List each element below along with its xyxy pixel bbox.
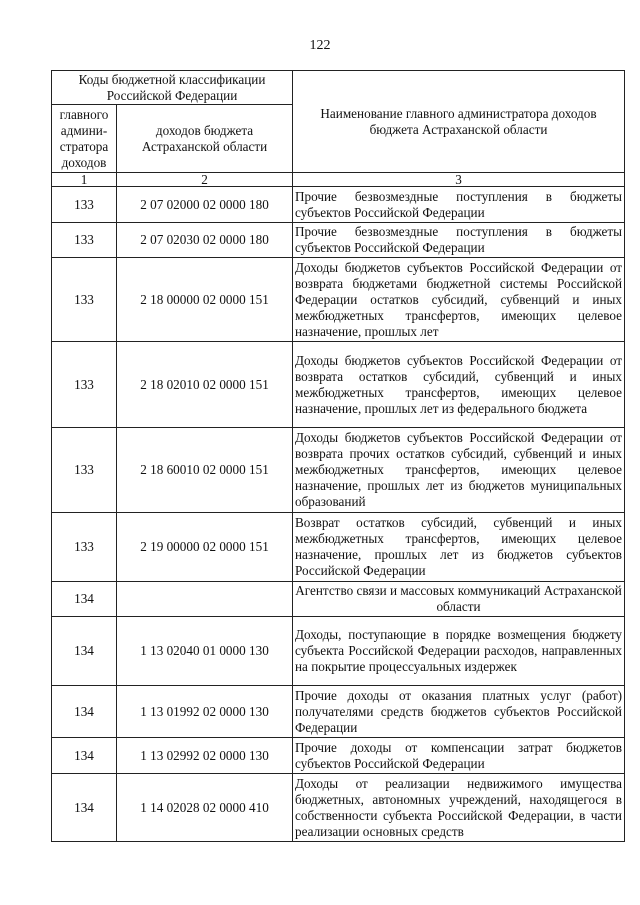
table-header bbox=[52, 71, 625, 187]
income-name: Прочие доходы от компенсации затрат бюджетов субъектов Российской Федерации bbox=[293, 738, 625, 774]
table-row bbox=[52, 617, 625, 686]
income-code: 2 18 00000 02 0000 151 bbox=[117, 258, 293, 342]
admin-code: 133 bbox=[52, 187, 117, 223]
admin-code: 133 bbox=[52, 223, 117, 258]
admin-code: 133 bbox=[52, 258, 117, 342]
budget-classification-table bbox=[51, 70, 625, 842]
table-row bbox=[52, 738, 625, 774]
income-code: 1 13 01992 02 0000 130 bbox=[117, 686, 293, 738]
column-number-1: 1 bbox=[52, 173, 117, 187]
income-code: 2 19 00000 02 0000 151 bbox=[117, 513, 293, 582]
income-code: 1 14 02028 02 0000 410 bbox=[117, 774, 293, 842]
income-name: Прочие доходы от оказания платных услуг (работ) получателями средств бюджетов субъектов Российской Федерации bbox=[293, 686, 625, 738]
header-income-column: доходов бюджета Астраханской области bbox=[117, 105, 293, 173]
income-name: Прочие безвозмездные поступления в бюджеты субъектов Российской Федерации bbox=[293, 223, 625, 258]
income-name: Доходы от реализации недвижимого имущества бюджетных, автономных учреждений, находящегося в собственности субъекта Российской Федерации, в части реализации основных средств bbox=[293, 774, 625, 842]
table-row bbox=[52, 513, 625, 582]
admin-code: 134 bbox=[52, 774, 117, 842]
admin-code: 133 bbox=[52, 428, 117, 513]
header-name-column: Наименование главного администратора доходов бюджета Астраханской области bbox=[293, 71, 625, 173]
income-code: 2 18 60010 02 0000 151 bbox=[117, 428, 293, 513]
admin-code: 134 bbox=[52, 738, 117, 774]
income-code: 1 13 02040 01 0000 130 bbox=[117, 617, 293, 686]
income-code: 2 18 02010 02 0000 151 bbox=[117, 342, 293, 428]
admin-code: 134 bbox=[52, 617, 117, 686]
admin-code: 134 bbox=[52, 686, 117, 738]
admin-code: 133 bbox=[52, 342, 117, 428]
table-row bbox=[52, 258, 625, 342]
column-number-2: 2 bbox=[117, 173, 293, 187]
table-row bbox=[52, 187, 625, 223]
table-row bbox=[52, 223, 625, 258]
income-name: Доходы, поступающие в порядке возмещения бюджету субъекта Российской Федерации расходов, направленных на покрытие процессуальных издержек bbox=[293, 617, 625, 686]
table-row bbox=[52, 774, 625, 842]
header-group-title: Коды бюджетной классификации Российской Федерации bbox=[52, 71, 293, 105]
header-admin-column: главного админи-стратора доходов bbox=[52, 105, 117, 173]
income-code bbox=[117, 582, 293, 617]
column-number-3: 3 bbox=[293, 173, 625, 187]
income-code: 2 07 02030 02 0000 180 bbox=[117, 223, 293, 258]
table-row bbox=[52, 582, 625, 617]
admin-code: 134 bbox=[52, 582, 117, 617]
table-row bbox=[52, 686, 625, 738]
income-name: Прочие безвозмездные поступления в бюджеты субъектов Российской Федерации bbox=[293, 187, 625, 223]
table-body bbox=[52, 187, 625, 842]
income-name: Доходы бюджетов субъектов Российской Федерации от возврата бюджетами бюджетной системы Российской Федерации остатков субсидий, субвенций и иных межбюджетных трансфертов, имеющих целевое назначение, прошлых лет bbox=[293, 258, 625, 342]
table-row bbox=[52, 342, 625, 428]
income-name: Возврат остатков субсидий, субвенций и иных межбюджетных трансфертов, имеющих целевое назначение, прошлых лет из бюджетов субъектов Российской Федерации bbox=[293, 513, 625, 582]
income-code: 1 13 02992 02 0000 130 bbox=[117, 738, 293, 774]
income-name: Доходы бюджетов субъектов Российской Федерации от возврата остатков субсидий, субвенций и иных межбюджетных трансфертов, имеющих целевое назначение, прошлых лет из федерального бюджета bbox=[293, 342, 625, 428]
admin-code: 133 bbox=[52, 513, 117, 582]
table-row bbox=[52, 428, 625, 513]
page-number: 122 bbox=[309, 38, 331, 53]
income-name: Доходы бюджетов субъектов Российской Федерации от возврата прочих остатков субсидий, субвенций и иных межбюджетных трансфертов, имеющих целевое назначение, прошлых лет из бюджетов муниципальных образований bbox=[293, 428, 625, 513]
income-code: 2 07 02000 02 0000 180 bbox=[117, 187, 293, 223]
agency-name: Агентство связи и массовых коммуникаций Астраханской области bbox=[293, 582, 625, 617]
